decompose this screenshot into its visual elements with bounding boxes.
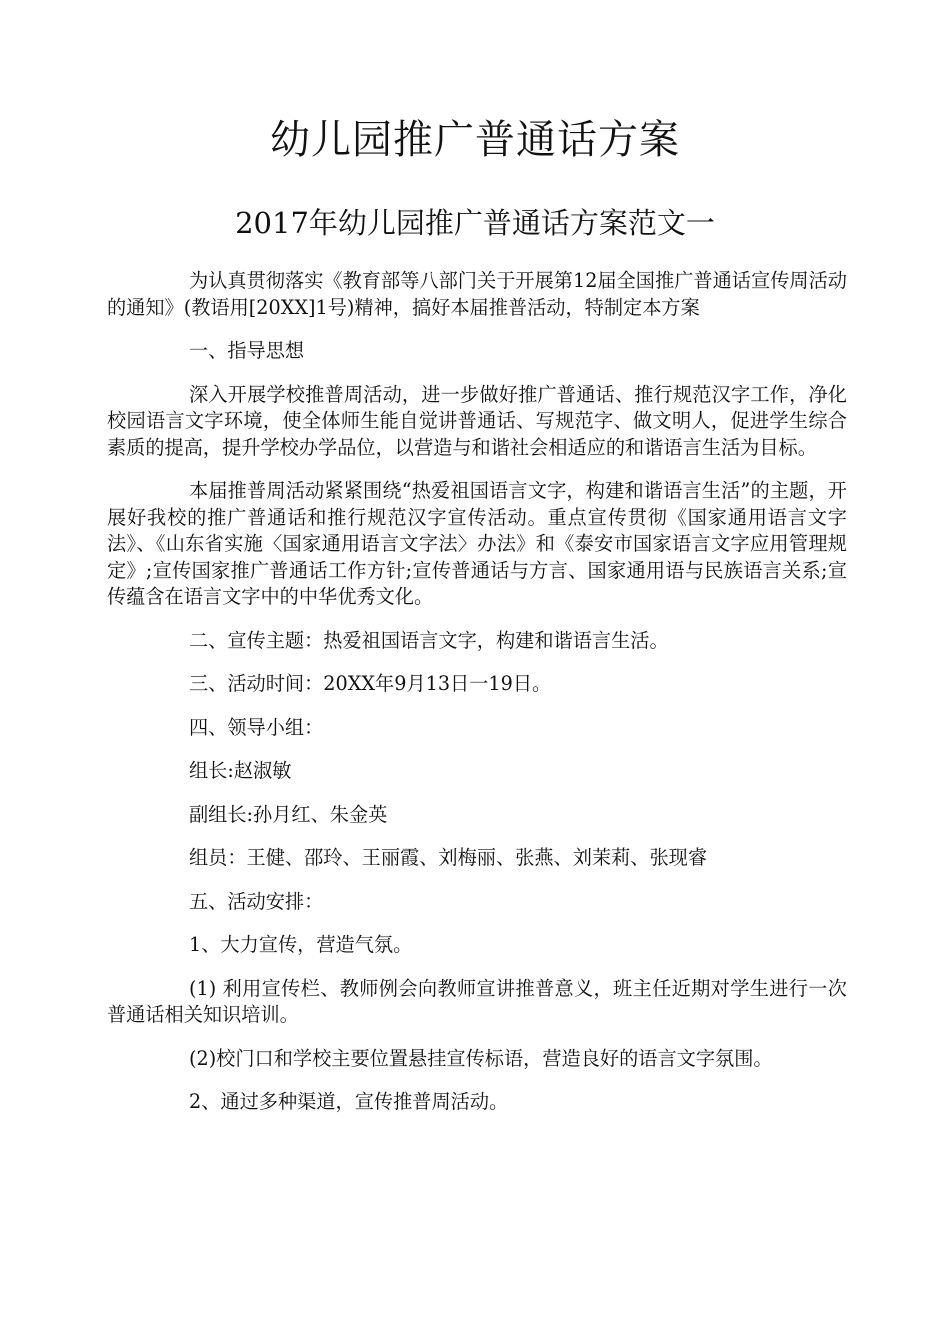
paragraph-deputy-leader: 副组长:孙月红、朱金英 bbox=[189, 802, 388, 826]
list-item-publicity-sub-1: (1) 利用宣传栏、教师例会向教师宣讲推普意义，班主任近期对学生进行一次普通话相关知识培训。 bbox=[107, 976, 847, 1026]
paragraph-group-leader: 组长:赵淑敏 bbox=[189, 759, 292, 782]
paragraph-group-members: 组员：王健、邵玲、王丽霞、刘梅丽、张燕、刘茉莉、张现睿 bbox=[189, 846, 708, 869]
paragraph-intro: 为认真贯彻落实《教育部等八部门关于开展第12届全国推广普通话宣传周活动的通知》(教语用[20XX]1号)精神，搞好本届推普活动，特制定本方案 bbox=[107, 269, 847, 319]
paragraph-activity-theme-detail: 本届推普周活动紧紧围绕“热爱祖国语言文字，构建和谐语言生活”的主题，开展好我校的推广普通话和推行规范汉字宣传活动。重点宣传贯彻《国家通用语言文字法》、《山东省实施〈国家通用语言文字法〉办法》和《泰安市国家语言文字应用管理规定》;宣传国家推广普通话工作方针;宣传普通话与方言、国家通用语与民族语言关系;宣传蕴含在语言文字中的中华优秀文化。 bbox=[107, 479, 847, 608]
section-heading-activity-arrangement: 五、活动安排： bbox=[189, 889, 324, 913]
section-heading-leadership-group: 四、领导小组： bbox=[189, 715, 324, 739]
document-body bbox=[107, 268, 847, 1133]
section-heading-guiding-ideology: 一、指导思想 bbox=[189, 339, 305, 362]
document-title: 幼儿园推广普通话方案 bbox=[270, 117, 680, 163]
paragraph-guiding-ideology: 深入开展学校推普周活动，进一步做好推广普通话、推行规范汉字工作，净化校园语言文字环境，使全体师生能自觉讲普通话、写规范字、做文明人，促进学生综合素质的提高，提升学校办学品位，以营造与和谐社会相适应的和谐语言生活为目标。 bbox=[107, 382, 847, 459]
document-subtitle: 2017年幼儿园推广普通话方案范文一 bbox=[235, 206, 715, 240]
section-heading-activity-time: 三、活动时间：20XX年9月13日一19日。 bbox=[189, 672, 552, 695]
list-item-publicity: 1、大力宣传，营造气氛。 bbox=[189, 933, 413, 956]
list-item-publicity-sub-2: (2)校门口和学校主要位置悬挂宣传标语，营造良好的语言文字氛围。 bbox=[189, 1046, 773, 1070]
section-heading-publicity-theme: 二、宣传主题：热爱祖国语言文字，构建和谐语言生活。 bbox=[189, 628, 669, 652]
list-item-channels: 2、通过多种渠道，宣传推普周活动。 bbox=[189, 1090, 509, 1113]
